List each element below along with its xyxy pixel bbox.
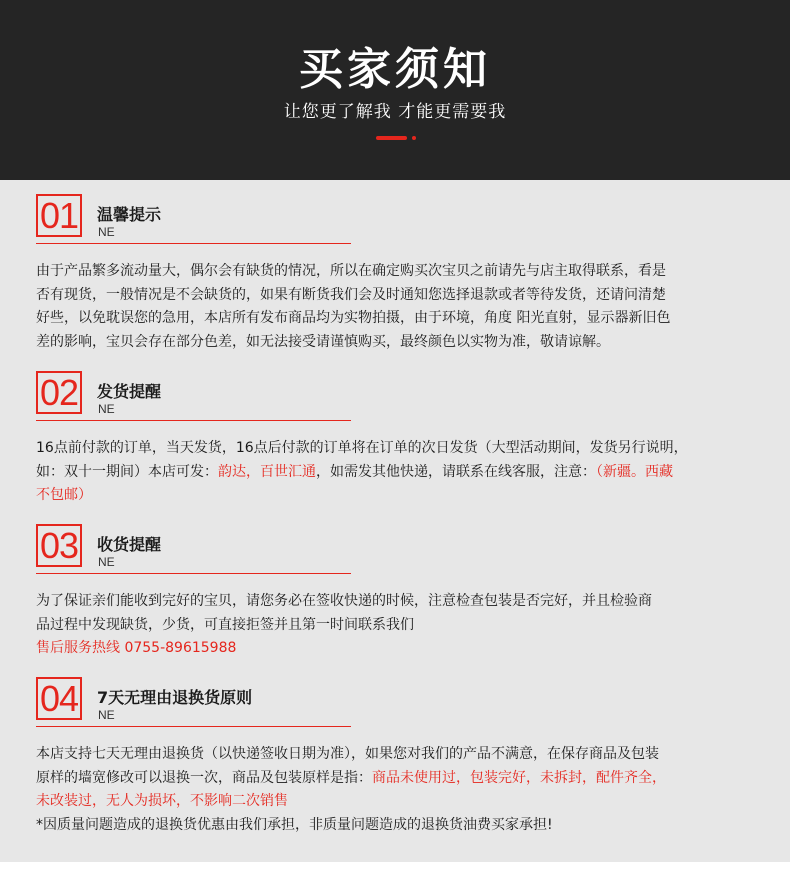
section-body bbox=[36, 437, 746, 508]
section-divider bbox=[36, 420, 351, 421]
condition-text-end: 未改装过，无人为损坏，不影响二次销售 bbox=[36, 793, 288, 809]
section-divider bbox=[36, 573, 351, 574]
accent-bar bbox=[376, 136, 407, 140]
page-title: 买家须知 bbox=[299, 44, 491, 95]
body-line: 由于产品繁多流动量大，偶尔会有缺货的情况，所以在确定购买次宝贝之前请先与店主取得联系，看是 bbox=[36, 263, 666, 279]
section-body bbox=[36, 743, 746, 837]
body-line bbox=[36, 461, 746, 485]
section-title: 7天无理由退换货原则 bbox=[97, 688, 253, 707]
section-title: 收货提醒 bbox=[97, 535, 162, 554]
section-subtitle: NE bbox=[98, 225, 115, 239]
footnote: *因质量问题造成的退换货优惠由我们承担，非质量问题造成的退换货油费买家承担! bbox=[36, 816, 553, 833]
body-text: 原样的墙宽修改可以退换一次，商品及包装原样是指： bbox=[36, 769, 372, 786]
body-line: 否有现货，一般情况是不会缺货的，如果有断货我们会及时通知您选择退款或者等待发货，还请问清楚 bbox=[36, 286, 666, 303]
bottom-margin bbox=[0, 862, 790, 870]
service-hotline: 售后服务热线 0755-89615988 bbox=[36, 640, 237, 656]
region-note: （新疆。西藏 bbox=[596, 463, 673, 480]
section-subtitle: NE bbox=[98, 402, 115, 416]
body-line: 本店支持七天无理由退换货（以快递签收日期为准），如果您对我们的产品不满意，在保存商品及包装 bbox=[36, 746, 659, 762]
header-banner bbox=[0, 0, 790, 180]
section-subtitle: NE bbox=[98, 555, 115, 569]
body-line: 好些，以免耽误您的急用，本店所有发布商品均为实物拍摄，由于环境，角度 阳光直射，显示器新旧色 bbox=[36, 310, 671, 326]
page-subtitle: 让您更了解我 才能更需要我 bbox=[283, 102, 507, 122]
accent-dot bbox=[412, 136, 416, 140]
body-line: 品过程中发现缺货，少货，可直接拒签并且第一时间联系我们 bbox=[36, 616, 414, 633]
section-body bbox=[36, 590, 746, 661]
condition-text: 商品未使用过，包装完好，未拆封，配件齐全， bbox=[372, 769, 666, 786]
section-body bbox=[36, 260, 746, 354]
body-line: 差的影响，宝贝会存在部分色差，如无法接受请谨慎购买，最终颜色以实物为准，敬请谅解。 bbox=[36, 333, 610, 350]
body-line: 为了保证亲们能收到完好的宝贝，请您务必在签收快递的时候，注意检查包装是否完好，并且检验商 bbox=[36, 593, 652, 609]
body-line bbox=[36, 767, 746, 791]
region-note-end: 不包邮） bbox=[36, 487, 92, 503]
section-divider bbox=[36, 243, 351, 244]
notice-content bbox=[0, 180, 790, 862]
body-text: ，如需发其他快递，请联系在线客服，注意： bbox=[316, 463, 596, 480]
courier-names: 韵达，百世汇通 bbox=[218, 463, 316, 480]
section-number: 04 bbox=[36, 677, 82, 720]
section-number: 01 bbox=[36, 194, 82, 237]
section-title: 温馨提示 bbox=[97, 205, 162, 224]
section-title: 发货提醒 bbox=[97, 382, 162, 401]
section-subtitle: NE bbox=[98, 708, 115, 722]
body-text: 如：双十一期间）本店可发： bbox=[36, 463, 218, 480]
body-line: 16点前付款的订单，当天发货，16点后付款的订单将在订单的次日发货（大型活动期间，发货另行说明， bbox=[36, 440, 688, 456]
section-number: 03 bbox=[36, 524, 82, 567]
section-number: 02 bbox=[36, 371, 82, 414]
section-divider bbox=[36, 726, 351, 727]
